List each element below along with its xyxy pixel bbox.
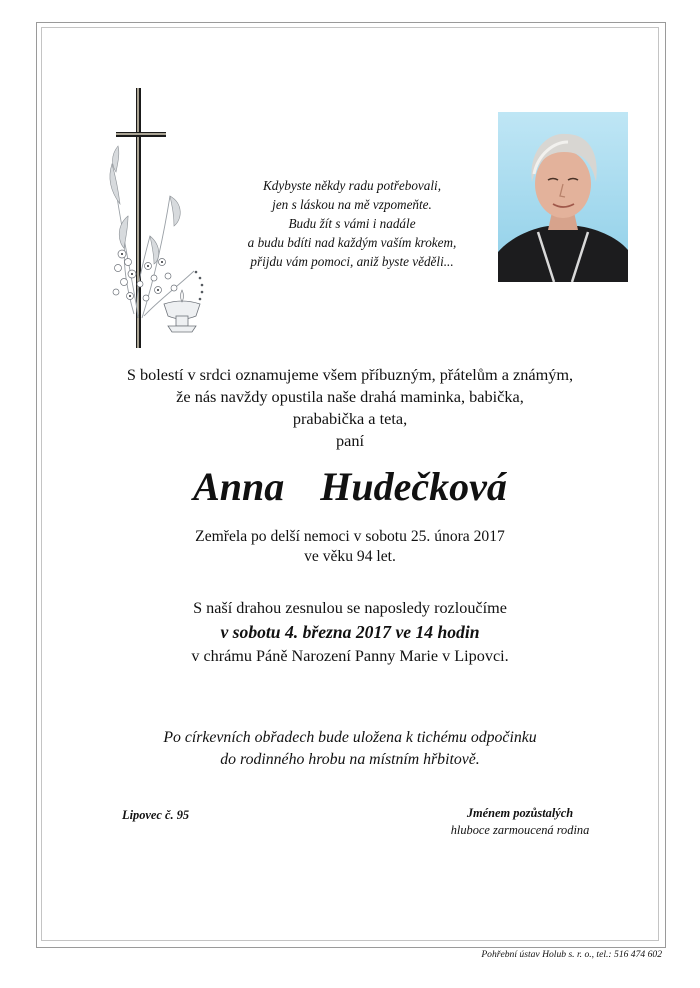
poem-line: Budu žít s vámi i nadále xyxy=(288,216,416,231)
poem xyxy=(228,176,476,271)
announcement-line: prababička a teta, xyxy=(292,409,408,428)
death-details xyxy=(60,527,640,567)
death-line: ve věku 94 let. xyxy=(304,548,396,565)
poem-line: přijdu vám pomoci, aniž byste věděli... xyxy=(250,254,454,269)
announcement xyxy=(60,364,640,452)
portrait-illustration xyxy=(498,112,628,282)
burial-details xyxy=(60,727,640,771)
deceased-name: Anna Hudečková xyxy=(193,464,507,509)
funeral-service-footer: Pohřební ústav Holub s. r. o., tel.: 516 474 602 xyxy=(481,949,662,960)
announcement-line: S bolestí v srdci oznamujeme všem příbuzným, přátelům a známým, xyxy=(126,365,574,384)
farewell-date: v sobotu 4. března 2017 ve 14 hodin xyxy=(220,622,480,642)
portrait-photo xyxy=(498,112,628,282)
farewell-place: v chrámu Páně Narození Panny Marie v Lipovci. xyxy=(191,647,509,665)
address: Lipovec č. 95 xyxy=(122,808,190,822)
announcement-line: že nás navždy opustila naše drahá maminka, babička, xyxy=(176,387,524,406)
poem-line: a budu bdíti nad každým vaším krokem, xyxy=(247,235,457,250)
cross-with-lilies-icon xyxy=(98,86,230,352)
poem-line: Kdybyste někdy radu potřebovali, xyxy=(263,178,441,193)
poem-line: jen s láskou na mě vzpomeňte. xyxy=(272,197,432,212)
farewell-details xyxy=(60,597,640,667)
death-line: Zemřela po delší nemoci v sobotu 25. února 2017 xyxy=(195,528,505,545)
family-label: hluboce zarmoucená rodina xyxy=(450,823,590,837)
on-behalf-label: Jménem pozůstalých xyxy=(466,806,574,820)
farewell-intro: S naší drahou zesnulou se naposledy rozloučíme xyxy=(193,599,507,617)
burial-line: do rodinného hrobu na místním hřbitově. xyxy=(220,751,480,768)
family-signature xyxy=(430,805,610,839)
burial-line: Po církevních obřadech bude uložena k tichému odpočinku xyxy=(163,729,537,746)
announcement-line: paní xyxy=(335,431,365,450)
